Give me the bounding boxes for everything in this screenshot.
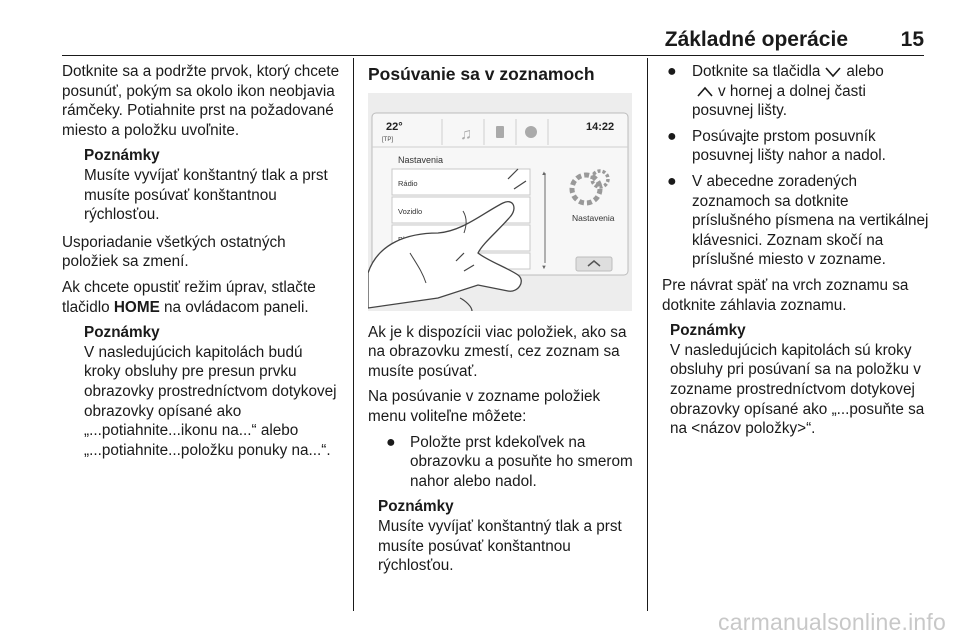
note-box [84,146,342,224]
list-item-label: Vozidlo [398,206,423,216]
column-divider-2 [647,58,648,611]
paragraph: Na posúvanie v zozname položiek menu voliteľne môžete: [368,388,601,425]
paragraph: Usporiadanie všetkých ostatných položiek sa zmení. [62,233,286,271]
phone-icon [496,126,504,138]
touchscreen-illustration [368,93,632,311]
note-text: Musíte vyvíjať konštantný tlak a prst musíte posúvať konštantnou rýchlosťou. [84,166,328,224]
bullet-text: Položte prst kdekoľvek na obrazovku a posuňte ho smerom nahor alebo nadol. [410,433,633,490]
watermark: carmanualsonline.info [718,609,946,635]
list-item-label: Rádio [398,178,418,188]
bullet-text: Dotknite sa tlačidla [692,63,821,80]
note-heading: Poznámky [84,147,160,165]
note-heading: Poznámky [378,498,454,516]
text-run: na ovládacom paneli. [159,298,309,316]
svg-text:▼: ▼ [541,264,547,271]
list-item [368,433,634,492]
bullet-list [662,62,930,270]
note-box [670,321,930,439]
tp-label: [TP] [382,136,394,143]
home-keyword: HOME [113,298,160,316]
temperature-label: 22° [386,120,403,133]
column-1 [62,62,342,468]
nav-icon [525,126,537,138]
list-item [662,62,930,121]
column-2 [368,62,634,584]
paragraph: Pre návrat späť na vrch zoznamu sa dotknite záhlavia zoznamu. [662,276,909,314]
bullet-text: v hornej a dolnej časti posuvnej lišty. [692,82,866,120]
bullet-text: V abecedne zoradených zoznamoch sa dotknite príslušného písmena na vertikálnej klávesnici. Zoznam skočí na príslušné miesto v zozname. [692,172,929,269]
section-heading: Posúvanie sa v zoznamoch [368,64,595,84]
svg-text:▲: ▲ [541,170,547,177]
scroll-up-button [576,257,612,271]
bullet-text: alebo [846,63,884,80]
bullet-icon: ● [667,127,677,145]
list-item [662,127,930,166]
chevron-up-icon [696,86,714,98]
bullet-text: Posúvajte prstom posuvník posuvnej lišty nahor a nadol. [692,127,886,165]
list-item [662,172,930,270]
settings-label: Nastavenia [572,212,615,223]
paragraph [62,278,342,317]
header-rule [62,55,924,56]
paragraph: Ak je k dispozícii viac položiek, ako sa na obrazovku zmestí, cez zoznam sa musíte posúvať. [368,323,627,380]
note-text: V nasledujúcich kapitolách budú kroky obsluhy pre presun prvku obrazovky prostredníctvom dotykovej obrazovky opísané ako „...potiahnite...ikonu na...“ alebo „...potiahnite...položku ponuky na...“. [84,343,337,459]
column-divider-1 [353,58,354,611]
page-number: 15 [900,28,924,51]
note-heading: Poznámky [670,322,746,340]
note-box [84,323,342,460]
text-run: Ak chcete opustiť režim úprav, stlačte tlačidlo [62,278,316,316]
note-heading: Poznámky [84,324,160,342]
column-3 [662,62,930,447]
note-text: Musíte vyvíjať konštantný tlak a prst musíte posúvať konštantnou rýchlosťou. [378,517,622,575]
bullet-icon: ● [386,433,396,451]
paragraph: Dotknite sa a podržte prvok, ktorý chcete posunúť, pokým sa okolo ikon neobjavia rámčeky. Potiahnite prst na požadované miesto a položku uvoľnite. [62,63,340,139]
bullet-icon: ● [667,172,677,190]
chevron-down-icon [824,66,842,78]
menu-title: Nastavenia [398,154,444,165]
page-header-title: Základné operácie [664,28,848,51]
music-icon: ♫ [460,125,472,143]
note-text: V nasledujúcich kapitolách sú kroky obsluhy pri posúvaní sa na položku v zozname prostredníctvom dotykovej obrazovky opísané ako „...posuňte sa na <názov položky>“. [670,341,925,438]
bullet-list [368,433,634,492]
bullet-icon: ● [667,63,677,80]
note-box [378,497,634,575]
clock-label: 14:22 [586,120,615,133]
